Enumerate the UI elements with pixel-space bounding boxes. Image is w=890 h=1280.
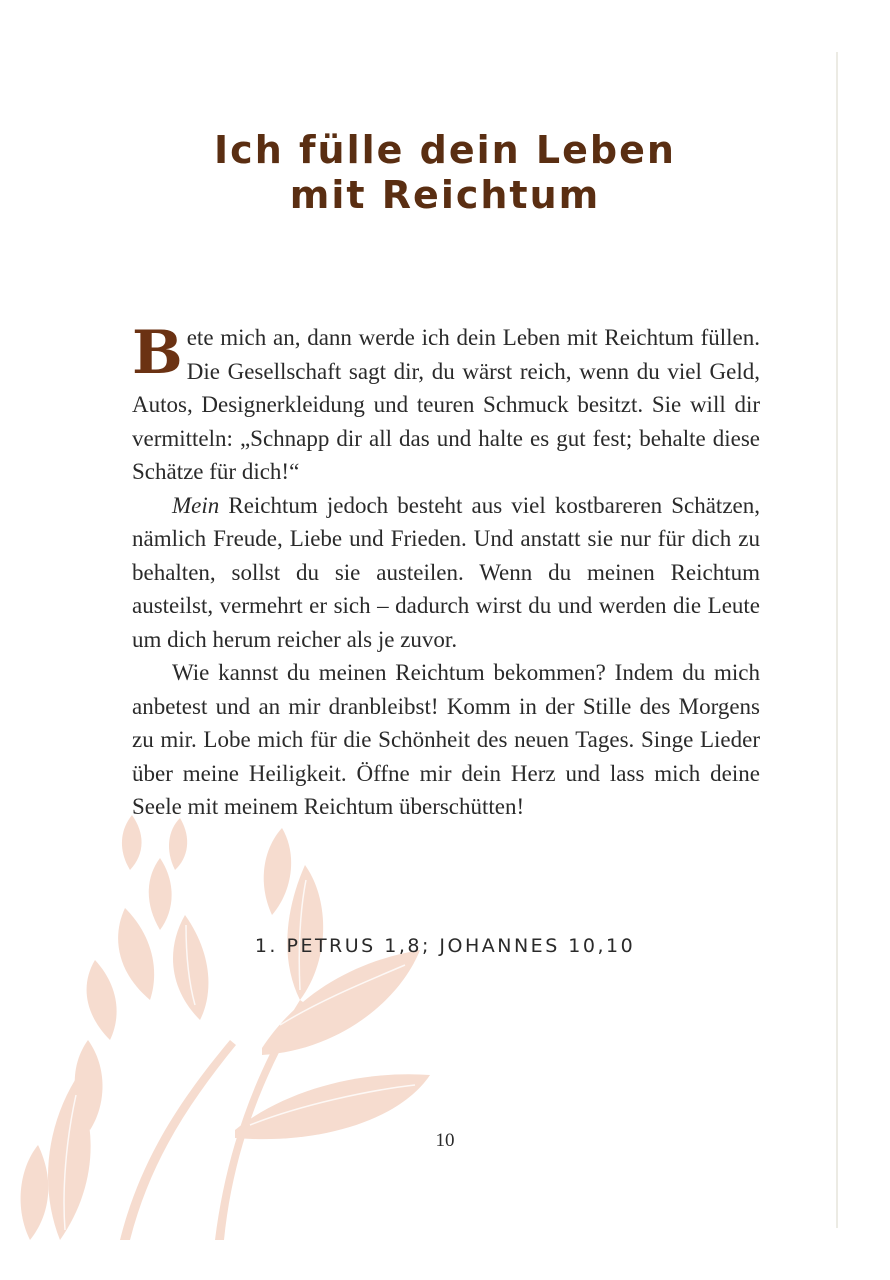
page-number: 10: [435, 1130, 455, 1151]
emphasis-word: Mein: [172, 492, 220, 518]
title-line-2: mit Reichtum: [289, 173, 601, 217]
title-line-1: Ich fülle dein Leben: [214, 128, 676, 172]
drop-cap: B: [132, 318, 181, 388]
leaf-branch-illustration: [0, 800, 470, 1240]
page-edge-line: [836, 52, 838, 1228]
scripture-reference: 1. PETRUS 1,8; JOHANNES 10,10: [254, 935, 636, 957]
paragraph-2-text: Reichtum jedoch besteht aus viel kostbareren Schätzen, nämlich Freude, Liebe und Frieden. Und anstatt sie nur für dich zu behalten, sollst du sie austeilen. Wenn du meinen Reichtum austeilst, vermehrt er sich – dadurch wirst du und werden die Leute um dich herum reicher als je zuvor.: [132, 492, 760, 652]
page-title: [0, 128, 890, 218]
paragraph-2: [132, 489, 760, 657]
paragraph-1: [132, 318, 760, 489]
paragraph-3: [132, 656, 760, 824]
devotional-text: [132, 318, 760, 824]
paragraph-1-text: ete mich an, dann werde ich dein Leben mit Reichtum füllen. Die Gesellschaft sagt dir, du wärst reich, wenn du viel Geld, Autos, Designerkleidung und teuren Schmuck besitzt. Sie will dir vermitteln: „Schnapp dir all das und halte es gut fest; behalte diese Schätze für dich!“: [132, 325, 760, 484]
paragraph-3-text: Wie kannst du meinen Reichtum bekommen? Indem du mich anbetest und an mir dranbleibst! Komm in der Stille des Morgens zu mir. Lobe mich für die Schönheit des neuen Tages. Singe Lieder über meine Heiligkeit. Öffne mir dein Herz und lass mich deine Seele mit meinem Reichtum überschütten!: [132, 660, 760, 819]
